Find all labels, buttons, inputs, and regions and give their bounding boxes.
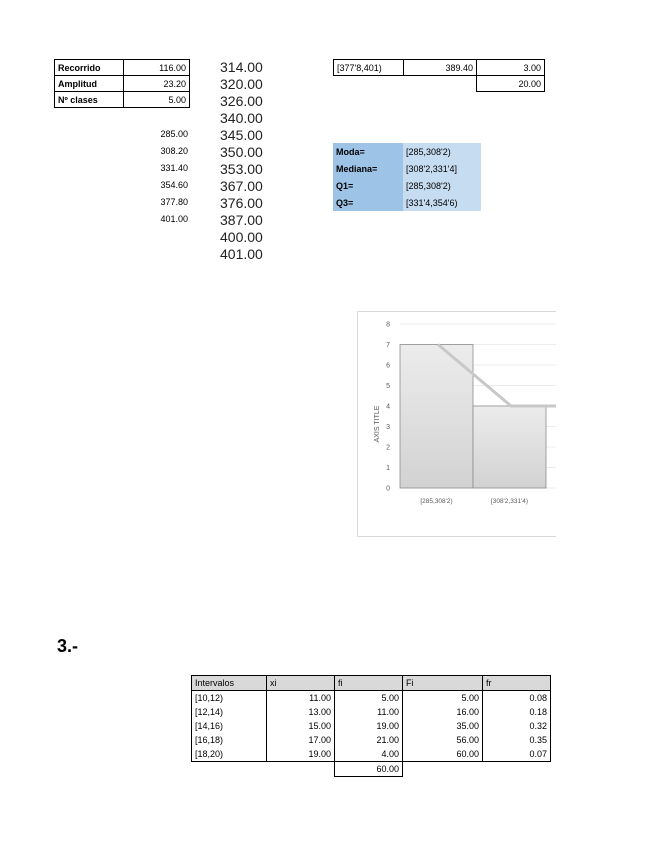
data-value[interactable]: 353.00: [220, 161, 263, 177]
table-row: [334, 60, 545, 76]
table-row: [192, 733, 551, 747]
xi-cell[interactable]: 19.00: [267, 747, 335, 762]
stat-label[interactable]: Q1=: [336, 181, 354, 191]
col-header-intervalos[interactable]: Intervalos: [192, 676, 267, 691]
stat-label[interactable]: Q3=: [336, 198, 354, 208]
histogram-chart[interactable]: [357, 311, 556, 537]
fi-cell[interactable]: 4.00: [335, 747, 403, 762]
col-header-Fi[interactable]: Fi: [403, 676, 483, 691]
fi-cell[interactable]: 11.00: [335, 705, 403, 719]
class-limit[interactable]: 331.40: [160, 163, 188, 173]
data-value[interactable]: 345.00: [220, 127, 263, 143]
Fi-cell[interactable]: 35.00: [403, 719, 483, 733]
y-tick-label: 4: [386, 403, 390, 411]
summary-label[interactable]: Nº clases: [55, 92, 124, 108]
y-tick-label: 2: [386, 444, 390, 452]
table-header-row: [192, 676, 551, 691]
Fi-cell[interactable]: 60.00: [403, 747, 483, 762]
y-tick-label: 0: [386, 485, 390, 493]
fi-total-cell[interactable]: 60.00: [335, 762, 403, 777]
summary-label[interactable]: Amplitud: [55, 76, 124, 92]
interval-cell[interactable]: [377'8,401): [334, 60, 404, 76]
table-row: [192, 747, 551, 762]
mark-cell[interactable]: 389.40: [404, 60, 477, 76]
interval-cell[interactable]: [12,14): [192, 705, 267, 719]
data-value[interactable]: 400.00: [220, 229, 263, 245]
class-limit[interactable]: 401.00: [160, 214, 188, 224]
interval-cell[interactable]: [10,12): [192, 691, 267, 706]
data-value[interactable]: 350.00: [220, 144, 263, 160]
stat-value[interactable]: [331'4,354'6): [406, 198, 458, 208]
xi-cell[interactable]: 15.00: [267, 719, 335, 733]
x-tick-label: [285,308'2): [420, 498, 453, 505]
table-total-row: [192, 762, 551, 777]
summary-value[interactable]: 116.00: [124, 60, 190, 76]
y-tick-label: 5: [386, 383, 390, 390]
Fi-cell[interactable]: 56.00: [403, 733, 483, 747]
stat-value[interactable]: [285,308'2): [406, 147, 451, 157]
x-tick-label: [308'2,331'4): [490, 498, 529, 505]
section-title: 3.-: [57, 636, 79, 656]
class-limit[interactable]: 285.00: [160, 129, 188, 139]
stat-value[interactable]: [308'2,331'4]: [406, 164, 457, 174]
y-tick-label: 8: [386, 321, 390, 329]
summary-row: [55, 92, 190, 108]
data-value[interactable]: 340.00: [220, 110, 263, 126]
y-tick-label: 7: [386, 342, 390, 349]
fr-cell[interactable]: 0.18: [483, 705, 551, 719]
summary-value[interactable]: 23.20: [124, 76, 190, 92]
col-header-fi[interactable]: fi: [335, 676, 403, 691]
stat-label[interactable]: Mediana=: [336, 164, 378, 174]
fr-cell[interactable]: 0.35: [483, 733, 551, 747]
summary-row: [55, 76, 190, 92]
summary-row: [55, 60, 190, 76]
interval-cell[interactable]: [18,20): [192, 747, 267, 762]
table-row: [192, 691, 551, 706]
stat-value[interactable]: [285,308'2): [406, 181, 451, 191]
y-axis-title: AXIS TITLE: [374, 405, 381, 443]
y-tick-label: 6: [386, 362, 390, 370]
fr-cell[interactable]: 0.08: [483, 691, 551, 706]
fi-cell[interactable]: 19.00: [335, 719, 403, 733]
table-row: [192, 705, 551, 719]
data-value[interactable]: 314.00: [220, 59, 263, 75]
data-value[interactable]: 367.00: [220, 178, 263, 194]
data-value[interactable]: 387.00: [220, 212, 263, 228]
Fi-cell[interactable]: 5.00: [403, 691, 483, 706]
data-value[interactable]: 401.00: [220, 246, 263, 262]
xi-cell[interactable]: 11.00: [267, 691, 335, 706]
data-value[interactable]: 376.00: [220, 195, 263, 211]
summary-label[interactable]: Recorrido: [55, 60, 124, 76]
col-header-xi[interactable]: xi: [267, 676, 335, 691]
fr-cell[interactable]: 0.07: [483, 747, 551, 762]
freq-cell[interactable]: 3.00: [477, 60, 545, 76]
data-value[interactable]: 320.00: [220, 76, 263, 92]
class-limit[interactable]: 354.60: [160, 180, 188, 190]
xi-cell[interactable]: 13.00: [267, 705, 335, 719]
bar[interactable]: [473, 406, 546, 488]
data-value[interactable]: 326.00: [220, 93, 263, 109]
class-limit[interactable]: 308.20: [160, 146, 188, 156]
table-row: [192, 719, 551, 733]
stat-label[interactable]: Moda=: [336, 147, 365, 157]
col-header-fr[interactable]: fr: [483, 676, 551, 691]
summary-table: [54, 59, 190, 108]
Fi-cell[interactable]: 16.00: [403, 705, 483, 719]
chart-svg: [358, 312, 556, 536]
table-row: [334, 76, 545, 92]
interval-table-partial: [333, 59, 545, 92]
summary-value[interactable]: 5.00: [124, 92, 190, 108]
interval-cell[interactable]: [14,16): [192, 719, 267, 733]
total-cell[interactable]: 20.00: [477, 76, 545, 92]
stats-box: [333, 143, 481, 211]
y-tick-label: 1: [386, 465, 390, 472]
frequency-table: [191, 675, 551, 777]
interval-cell[interactable]: [16,18): [192, 733, 267, 747]
y-tick-label: 3: [386, 424, 390, 431]
fi-cell[interactable]: 5.00: [335, 691, 403, 706]
fi-cell[interactable]: 21.00: [335, 733, 403, 747]
class-limit[interactable]: 377.80: [160, 197, 188, 207]
xi-cell[interactable]: 17.00: [267, 733, 335, 747]
fr-cell[interactable]: 0.32: [483, 719, 551, 733]
